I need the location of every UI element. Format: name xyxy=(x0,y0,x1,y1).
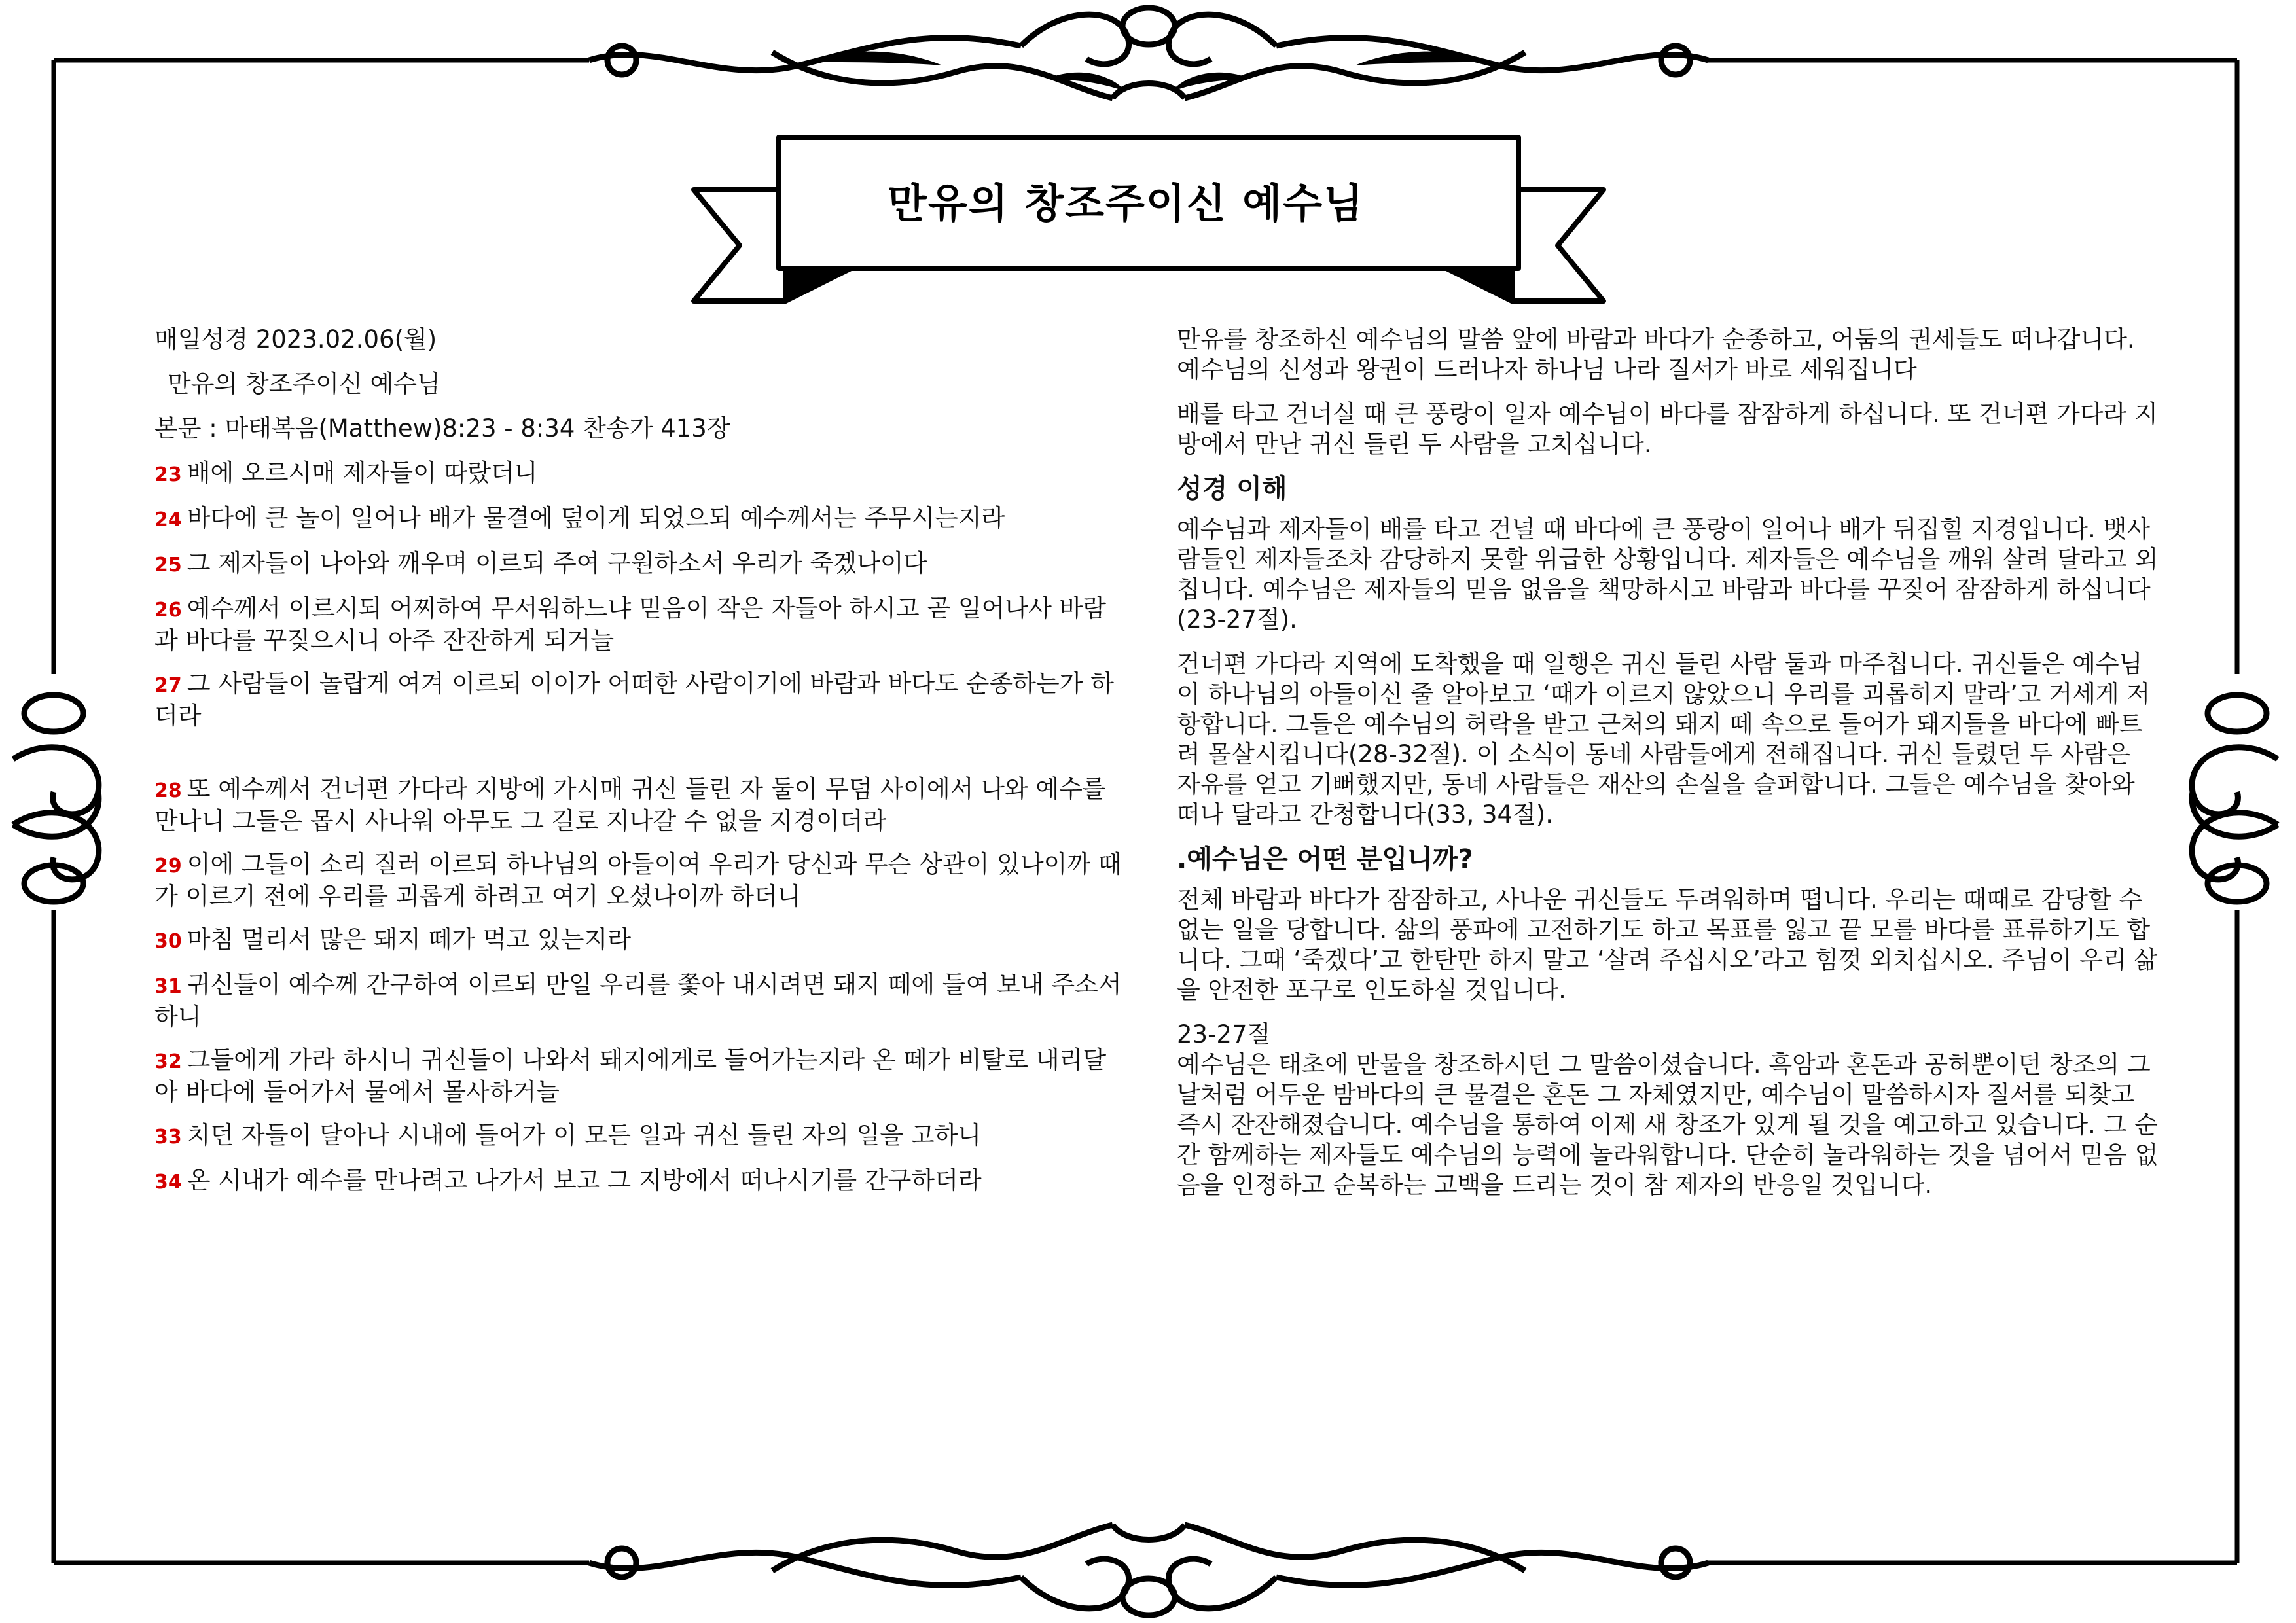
right-flourish xyxy=(2192,695,2278,902)
verse-item xyxy=(154,548,1123,580)
verse-number: 31 xyxy=(154,975,182,998)
top-flourish xyxy=(589,8,1708,98)
verse-text: 귀신들이 예수께 간구하여 이르되 만일 우리를 쫓아 내시려면 돼지 떼에 들여 보내 주소서 하니 xyxy=(154,971,1122,1031)
verse-text: 그들에게 가라 하시니 귀신들이 나와서 돼지에게로 들어가는지라 온 떼가 비탈로 내리달아 바다에 들어가서 물에서 몰사하거늘 xyxy=(154,1046,1107,1106)
verse-text: 예수께서 이르시되 어찌하여 무서워하느냐 믿음이 작은 자들아 하시고 곧 일어나사 바람과 바다를 꾸짖으시니 아주 잔잔하게 되거늘 xyxy=(154,594,1107,654)
section-heading-understanding: 성경 이해 xyxy=(1177,474,1287,504)
verse-item xyxy=(154,970,1123,1032)
page-title: 만유의 창조주이신 예수님 xyxy=(888,179,1364,227)
reflection-paragraph: 전체 바람과 바다가 잠잠하고, 사나운 귀신들도 두려워하며 떱니다. 우리는 때때로 감당할 수 없는 일을 당합니다. 삶의 풍파에 고전하기도 하고 목표를 잃고 끝 모를 바다를 표류하기도 합니다. 그때 ‘죽겠다’고 한탄만 하지 말고 ‘살려 주십시오’라고 힘껏 외치십시오. 주님이 우리 삶을 안전한 포구로 인도하실 것입니다. xyxy=(1177,885,2158,1004)
verse-text: 온 시내가 예수를 만나려고 나가서 보고 그 지방에서 떠나시기를 간구하더라 xyxy=(187,1166,982,1194)
section-heading-who-is-jesus: .예수님은 어떤 분입니까? xyxy=(1177,844,1473,874)
scripture-column xyxy=(154,325,1123,1211)
understanding-paragraph: 예수님과 제자들이 배를 타고 건널 때 바다에 큰 풍랑이 일어나 배가 뒤집힐 지경입니다. 뱃사람들인 제자들조차 감당하지 못할 위급한 상황입니다. 제자들은 예수님을 깨워 살려 달라고 외칩니다. 예수님은 제자들의 믿음 없음을 책망하시고 바람과 바다를 꾸짖어 잠잠하게 하십니다(23-27절). xyxy=(1177,515,2159,633)
reflection-paragraph: 예수님은 태초에 만물을 창조하시던 그 말씀이셨습니다. 흑암과 혼돈과 공허뿐이던 창조의 그 날처럼 어두운 밤바다의 큰 물결은 혼돈 그 자체였지만, 예수님이 말씀하시자 질서를 되찾고 즉시 잔잔해졌습니다. 예수님을 통하여 이제 새 창조가 있게 될 것을 예고하고 있습니다. 그 순간 함께하는 제자들도 예수님의 능력에 놀라워합니다. 단순히 놀라워하는 것을 넘어서 믿음 없음을 인정하고 순복하는 고백을 드리는 것이 참 제자의 반응일 것입니다. xyxy=(1177,1050,2159,1199)
verse-number: 27 xyxy=(154,674,182,697)
verse-text: 배에 오르시매 제자들이 따랐더니 xyxy=(187,459,538,487)
verse-item xyxy=(154,925,1123,957)
date-line: 매일성경 2023.02.06(월) xyxy=(154,325,437,353)
verse-number: 28 xyxy=(154,779,182,802)
verse-number: 23 xyxy=(154,463,182,486)
verse-item xyxy=(154,849,1123,912)
bottom-flourish xyxy=(589,1525,1708,1615)
verse-text: 치던 자들이 달아나 시내에 들어가 이 모든 일과 귀신 들린 자의 일을 고하니 xyxy=(187,1121,982,1149)
verse-text: 이에 그들이 소리 질러 이르되 하나님의 아들이여 우리가 당신과 무슨 상관이 있나이까 때가 이르기 전에 우리를 괴롭게 하려고 여기 오셨나이까 하더니 xyxy=(154,850,1122,910)
verse-reference: 23-27절 xyxy=(1177,1020,1271,1048)
verse-item xyxy=(154,1120,1123,1152)
verse-text: 마침 멀리서 많은 돼지 떼가 먹고 있는지라 xyxy=(187,925,631,954)
verse-text: 그 제자들이 나아와 깨우며 이르되 주여 구원하소서 우리가 죽겠나이다 xyxy=(187,549,927,577)
verse-item xyxy=(154,1166,1123,1198)
verse-number: 30 xyxy=(154,930,182,953)
commentary-column xyxy=(1177,325,2159,1215)
left-flourish xyxy=(13,695,99,902)
verse-item xyxy=(154,594,1123,656)
passage-line: 본문 : 마태복음(Matthew)8:23 - 8:34 찬송가 413장 xyxy=(154,414,730,442)
verse-number: 24 xyxy=(154,508,182,531)
understanding-paragraph: 건너편 가다라 지역에 도착했을 때 일행은 귀신 들린 사람 둘과 마주칩니다. 귀신들은 예수님이 하나님의 아들이신 줄 알아보고 ‘때가 이르지 않았으니 우리를 괴롭히지 말라’고 거세게 저항합니다. 그들은 예수님의 허락을 받고 근처의 돼지 떼 속으로 들어가 돼지들을 바다에 빠트려 몰살시킵니다(28-32절). 이 소식이 동네 사람들에게 전해집니다. 귀신 들렸던 두 사람은 자유를 얻고 기뻐했지만, 동네 사람들은 재산의 손실을 슬퍼합니다. 그들은 예수님을 찾아와 떠나 달라고 간청합니다(33, 34절). xyxy=(1177,650,2151,829)
verse-number: 25 xyxy=(154,554,182,577)
verse-number: 26 xyxy=(154,599,182,622)
verse-number: 32 xyxy=(154,1050,182,1073)
verse-item xyxy=(154,669,1123,731)
verse-text: 바다에 큰 놀이 일어나 배가 물결에 덮이게 되었으되 예수께서는 주무시는지라 xyxy=(187,504,1005,532)
verse-number: 34 xyxy=(154,1171,182,1194)
verse-item xyxy=(154,458,1123,490)
intro-paragraph: 만유를 창조하신 예수님의 말씀 앞에 바람과 바다가 순종하고, 어둠의 권세들도 떠나갑니다. 예수님의 신성과 왕권이 드러나자 하나님 나라 질서가 바로 세워집니다 xyxy=(1177,325,2135,383)
subtitle: 만유의 창조주이신 예수님 xyxy=(168,370,440,398)
verse-number: 29 xyxy=(154,855,182,878)
verse-number: 33 xyxy=(154,1126,182,1149)
verse-item xyxy=(154,1045,1123,1107)
verse-item xyxy=(154,774,1123,836)
verse-text: 또 예수께서 건너편 가다라 지방에 가시매 귀신 들린 자 둘이 무덤 사이에서 나와 예수를 만나니 그들은 몹시 사나워 아무도 그 길로 지나갈 수 없을 지경이더라 xyxy=(154,775,1106,835)
verse-text: 그 사람들이 놀랍게 여겨 이르되 이이가 어떠한 사람이기에 바람과 바다도 순종하는가 하더라 xyxy=(154,669,1114,730)
summary-paragraph: 배를 타고 건너실 때 큰 풍랑이 일자 예수님이 바다를 잠잠하게 하십니다. 또 건너편 가다라 지방에서 만난 귀신 들린 두 사람을 고치십니다. xyxy=(1177,400,2158,458)
verse-item xyxy=(154,503,1123,535)
